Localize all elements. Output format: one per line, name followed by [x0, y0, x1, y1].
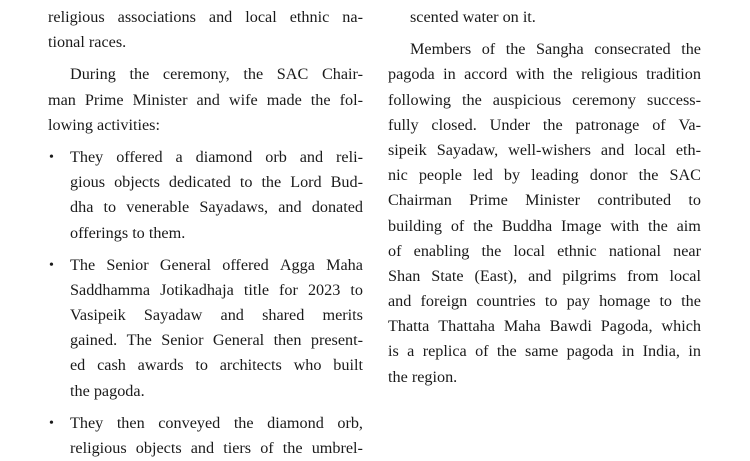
text-line: They offered a diamond orb and reli-: [70, 147, 363, 166]
paragraph-consecration: [388, 37, 701, 390]
text-line: During the ceremony, the SAC Chair-: [70, 65, 363, 84]
text-line: religious associations and local ethnic na-: [48, 8, 363, 26]
text-line: nic people led by leading donor the SAC: [388, 166, 701, 185]
paragraph-ceremony: [48, 62, 363, 138]
text-line: gained. The Senior General then present-: [70, 331, 363, 350]
right-column: [388, 0, 701, 390]
text-line: the region.: [388, 367, 458, 386]
text-line: offerings to them.: [70, 223, 186, 242]
text-line: pagoda in accord with the religious tradition: [388, 65, 701, 84]
text-line: Saddhamma Jotikadhaja title for 2023 to: [70, 280, 363, 299]
text-line: Chairman Prime Minister contributed to: [388, 191, 701, 210]
text-line: ed cash awards to architects who built: [70, 356, 363, 375]
text-line: dha to venerable Sayadaws, and donated: [70, 198, 363, 217]
text-line: The Senior General offered Agga Maha: [70, 255, 363, 274]
bullet-item-offerings: [48, 145, 363, 246]
left-column: [48, 0, 363, 461]
text-line: religious objects and tiers of the umbrel-: [70, 439, 363, 457]
text-line: tional races.: [48, 33, 127, 52]
text-line: man Prime Minister and wife made the fol-: [48, 90, 363, 109]
text-line: is a replica of the same pagoda in India, in: [388, 342, 701, 361]
text-line: Shan State (East), and pilgrims from local: [388, 266, 701, 285]
text-line: lowing activities:: [48, 115, 160, 134]
bullet-text: [70, 145, 363, 246]
text-line: and foreign countries to pay homage to the: [388, 292, 701, 311]
bullet-icon: •: [49, 149, 54, 165]
text-line: scented water on it.: [410, 8, 536, 26]
text-line: building of the Buddha Image with the aim: [388, 216, 701, 235]
text-line: of enabling the local ethnic national near: [388, 241, 701, 260]
text-line: gious objects dedicated to the Lord Bud-: [70, 173, 363, 192]
text-line: the pagoda.: [70, 381, 145, 400]
bullet-item-title-award: [48, 253, 363, 404]
bullet-icon: •: [49, 415, 54, 431]
bullet-text: [70, 411, 363, 461]
text-line: following the auspicious ceremony success-: [388, 90, 701, 109]
text-line: Thatta Thattaha Maha Bawdi Pagoda, which: [388, 317, 701, 336]
bullet-text: [70, 253, 363, 404]
text-line: They then conveyed the diamond orb,: [70, 413, 363, 432]
bullet-icon: •: [49, 257, 54, 273]
paragraph-continued-bullet: [388, 5, 701, 30]
text-line: Members of the Sangha consecrated the: [410, 40, 701, 59]
paragraph-continued: [48, 5, 363, 55]
text-line: sipeik Sayadaw, well-wishers and local eth-: [388, 140, 701, 159]
text-line: fully closed. Under the patronage of Va-: [388, 115, 701, 134]
text-line: Vasipeik Sayadaw and shared merits: [70, 306, 363, 325]
bullet-item-diamond-orb: [48, 411, 363, 461]
